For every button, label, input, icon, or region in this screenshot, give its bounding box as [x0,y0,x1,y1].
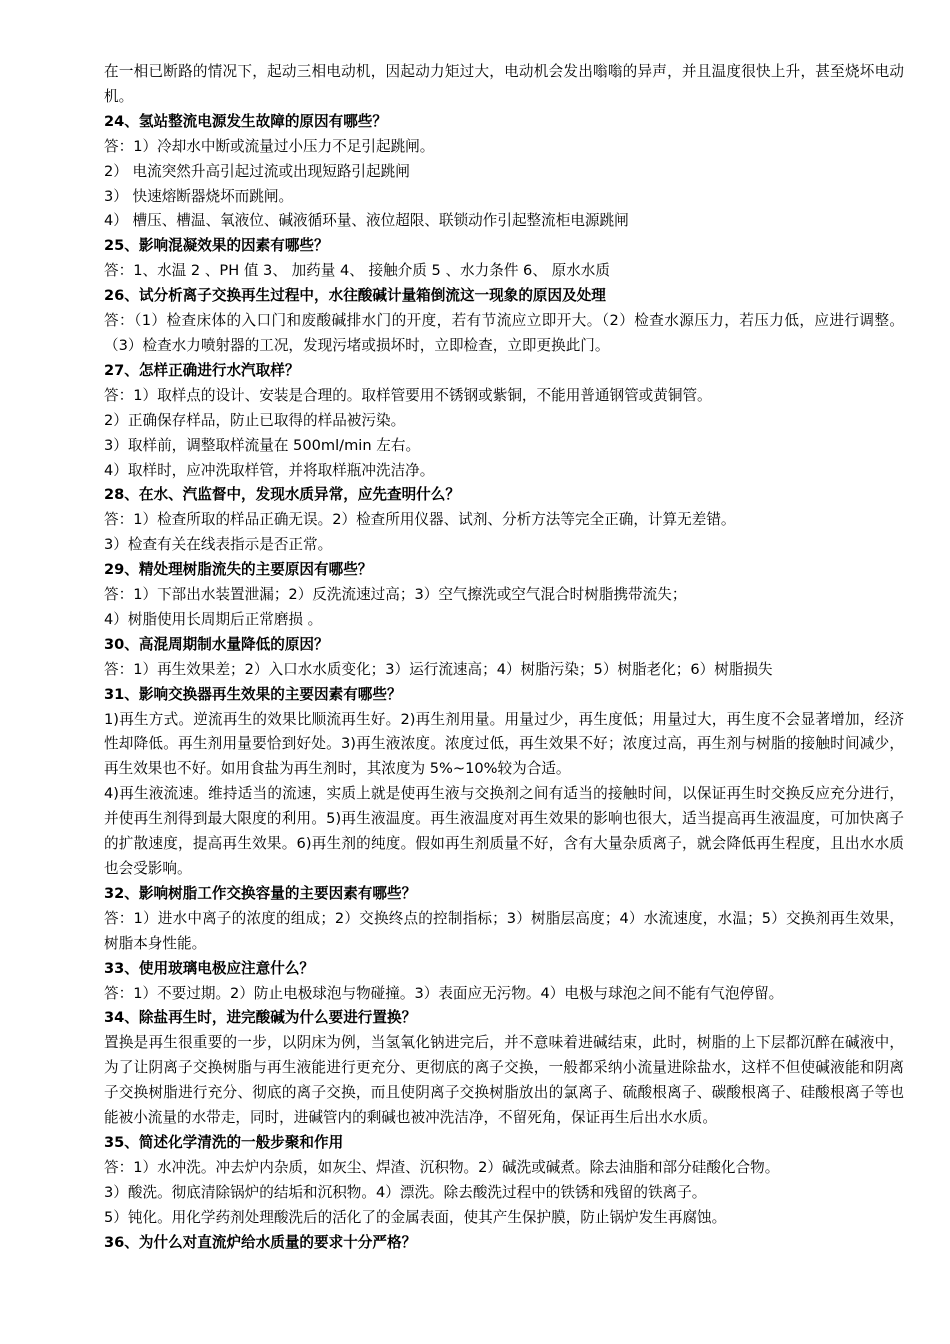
question-heading: 24、氢站整流电源发生故障的原因有哪些？ [104,112,387,130]
question-heading: 27、怎样正确进行水汽取样？ [104,361,300,379]
answer-text: 答：1）检查所取的样品正确无误。2）检查所用仪器、试剂、分析方法等完全正确，计算无差错。 [104,511,736,529]
question-heading: 28、在水、汽监督中，发现水质异常，应先查明什么？ [104,486,460,504]
answer-text: 3）取样前，调整取样流量在 500ml/min 左右。 [104,436,421,454]
answer-text: 答：1）下部出水装置泄漏；2）反洗流速过高；3）空气擦洗或空气混合时树脂携带流失； [104,586,687,604]
question-heading: 33、使用玻璃电极应注意什么？ [104,959,315,977]
answer-text: 3）酸洗。彻底清除锅炉的结垢和沉积物。4）漂洗。除去酸洗过程中的铁锈和残留的铁离子。 [104,1183,707,1201]
answer-text: 4）取样时，应冲洗取样管，并将取样瓶冲洗洁净。 [104,461,435,479]
answer-text: 答：1）进水中离子的浓度的组成；2）交换终点的控制指标；3）树脂层高度；4）水流速度，水温；5）交换剂再生效果，树脂本身性能。 [104,909,904,952]
question-heading: 36、为什么对直流炉给水质量的要求十分严格？ [104,1233,417,1251]
question-heading: 35、简述化学清洗的一般步聚和作用 [104,1133,344,1151]
question-heading: 29、精处理树脂流失的主要原因有哪些？ [104,561,373,579]
answer-text: 答：1）再生效果差；2）入口水水质变化；3）运行流速高；4）树脂污染；5）树脂老化；6）树脂损失 [104,660,773,678]
answer-text: 4） 槽压、槽温、氧液位、碱液循环量、液位超限、联锁动作引起整流柜电源跳闸 [104,212,629,230]
answer-text: 答：1）取样点的设计、安装是合理的。取样管要用不锈钢或紫铜，不能用普通钢管或黄铜管。 [104,386,712,404]
answer-text: 2）正确保存样品，防止已取得的样品被污染。 [104,411,406,429]
question-heading: 31、影响交换器再生效果的主要因素有哪些？ [104,685,402,703]
question-heading: 26、试分析离子交换再生过程中，水往酸碱计量箱倒流这一现象的原因及处理 [104,287,606,305]
answer-text: 4）树脂使用长周期后正常磨损 。 [104,610,323,628]
answer-text: 5）钝化。用化学药剂处理酸洗后的活化了的金属表面，使其产生保护膜，防止锅炉发生再腐蚀。 [104,1208,727,1226]
answer-text: 3） 快速熔断器烧坏而跳闸。 [104,187,294,205]
question-heading: 25、影响混凝效果的因素有哪些？ [104,237,329,255]
answer-text: 答：1）冷却水中断或流量过小压力不足引起跳闸。 [104,137,435,155]
answer-text: 1)再生方式。逆流再生的效果比顺流再生好。2)再生剂用量。用量过少，再生度低；用量过大，再生度不会显著增加，经济性却降低。再生剂用量要恰到好处。3)再生液浓度。浓度过低，再生效果不好；浓度过高，再生剂与树脂的接触时间减少，再生效果也不好。如用食盐为再生剂时，其浓度为 5%~10%较为合适。 [104,710,904,778]
answer-text: 3）检查有关在线表指示是否正常。 [104,536,333,554]
answer-text: 4)再生液流速。维持适当的流速，实质上就是使再生液与交换剂之间有适当的接触时间，以保证再生时交换反应充分进行，并使再生剂得到最大限度的利用。5)再生液温度。再生液温度对再生效果的影响也很大，适当提高再生液温度，可加快离子的扩散速度，提高再生效果。6)再生剂的纯度。假如再生剂质量不好，含有大量杂质离子，就会降低再生程度，且出水水质也会受影响。 [104,785,904,877]
answer-text: 在一相已断路的情况下，起动三相电动机，因起动力矩过大，电动机会发出嗡嗡的异声，并且温度很快上升，甚至烧坏电动机。 [104,63,904,105]
document-page [104,60,904,1256]
answer-text: 2） 电流突然升高引起过流或出现短路引起跳闸 [104,162,410,180]
answer-text: 答：1）不要过期。2）防止电极球泡与物碰撞。3）表面应无污物。4）电极与球泡之间不能有气泡停留。 [104,984,784,1002]
answer-text: 答：1）水冲洗。冲去炉内杂质，如灰尘、焊渣、沉积物。2）碱洗或碱煮。除去油脂和部分硅酸化合物。 [104,1158,780,1176]
question-heading: 34、除盐再生时，进完酸碱为什么要进行置换？ [104,1009,417,1027]
answer-text: 置换是再生很重要的一步，以阴床为例，当氢氧化钠进完后，并不意味着进碱结束，此时，树脂的上下层都沉醉在碱液中，为了让阴离子交换树脂与再生液能进行更充分、更彻底的离子交换，一般都采纳小流量进除盐水，这样不但使碱液能和阴离子交换树脂进行充分、彻底的离子交换，而且使阴离子交换树脂放出的氯离子、硫酸根离子、碳酸根离子、硅酸根离子等也能被小流量的水带走，同时，进碱管内的剩碱也被冲洗洁净，不留死角，保证再生后出水水质。 [104,1034,904,1127]
answer-text: 答：（1）检查床体的入口门和废酸碱排水门的开度，若有节流应立即开大。（2）检查水源压力，若压力低，应进行调整。（3）检查水力喷射器的工况，发现污堵或损坏时，立即检查，立即更换此门。 [104,312,904,354]
answer-text: 答：1、水温 2 、PH 值 3、 加药量 4、 接触介质 5 、水力条件 6、 原水水质 [104,262,610,280]
question-heading: 32、影响树脂工作交换容量的主要因素有哪些？ [104,884,417,902]
question-heading: 30、高混周期制水量降低的原因？ [104,635,329,653]
